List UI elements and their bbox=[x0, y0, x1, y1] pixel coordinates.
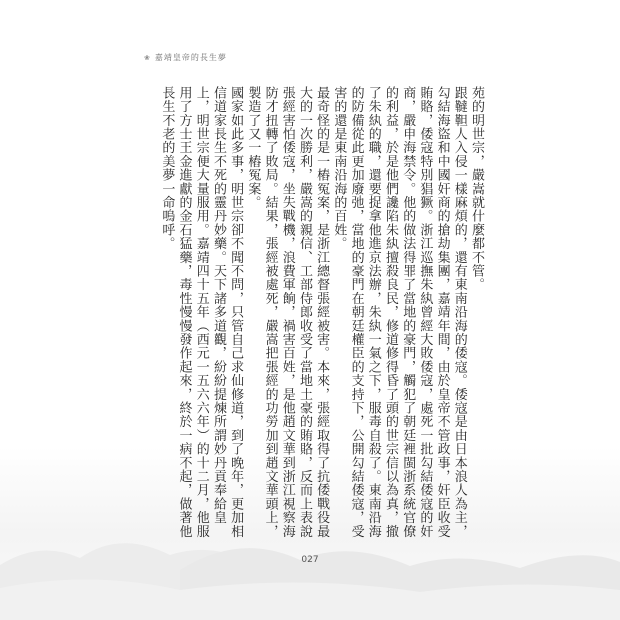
paragraph-2: 跟韃靼人入侵一樣麻煩的，還有東南沿海的倭寇。倭寇是由日本浪人為主，勾結海盜和中國奸商的搶劫集團，嘉靖年間，由於皇帝不管政事，奸臣收受賄賂，倭寇特別猖獗。浙江巡撫朱紈曾經大敗倭寇，處死一批勾結倭寇的奸商，嚴申海禁令。他的做法得罪了當地的豪門，觸犯了朝廷裡閩浙系統官僚的利益，於是他們讒陷朱紈擅殺良民，修道修得昏了頭的世宗信以為真，撤了朱紈的職，還要捉拿他進京法辦，朱紈一氣之下，服毒自殺了。東南沿海的防備從此更加廢弛，當地的豪門在朝廷權臣的支持下，公開勾結倭寇，受害的還是東南沿海的百姓。 bbox=[331, 86, 467, 539]
paragraph-3: 最奇怪的是一樁冤案，是浙江總督張經被害。本來，張經取得了抗倭戰役最大的一次勝利，嚴嵩的親信、工部侍郎收受了當地土豪的賄賂，反而上表說張經害怕倭寇，坐失戰機，浪費軍餉，禍害百姓，是他趙文華到浙江視察海防才扭轉了敗局。結果，張經被處死，嚴嵩把張經的功勞加到趙文華頭上，製造了又一樁冤案。 bbox=[245, 86, 330, 539]
running-header bbox=[144, 52, 227, 63]
paragraph-1: 苑的明世宗，嚴嵩就什麼都不管。 bbox=[469, 86, 484, 292]
page-number: 027 bbox=[301, 555, 319, 565]
flower-ornament-icon: ❀ bbox=[144, 53, 151, 62]
ink-mountain-illustration bbox=[0, 470, 620, 620]
book-title: 嘉靖皇帝的長生夢 bbox=[154, 53, 227, 62]
paragraph-4: 國家如此多事，明世宗卻不聞不問，只管自己求仙修道，到了晚年，更加相信道家長生不死的靈丹妙藥。天下諸多道觀，紛紛提煉所謂妙丹貢奉給皇上，明世宗便大量服用。嘉靖四十五年（西元一五六六年）的十二月，他服用了方士王金進獻的金石猛藥，毒性慢慢發作起來，終於一病不起，做著他長生不老的美夢一命嗚呼。 bbox=[159, 86, 244, 539]
